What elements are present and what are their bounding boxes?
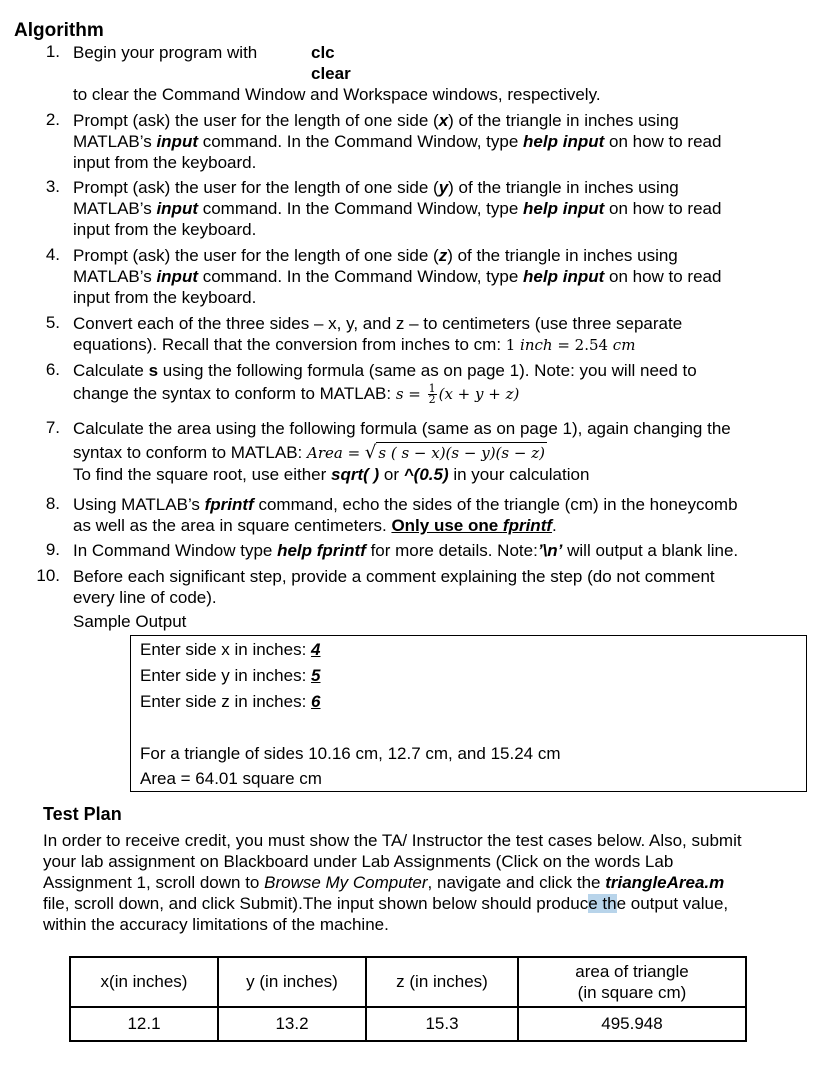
step-number: 6. [45,360,60,379]
test-plan-paragraph: In order to receive credit, you must show the TA/ Instructor the test cases below. Also, submit your lab assignment on Blackboard under Lab Assignments (Click on the words Lab Assignment 1, scroll down to Browse My Computer, navigate and click the triangleArea.m file, scroll down, and click Submit).The input shown below should produce the output value, within the accuracy limitations of the machine. [43,831,742,934]
step-text: to clear the Command Window and Workspace windows, respectively. [73,85,601,104]
step-number: 7. [45,418,60,437]
cell-x: 12.1 [70,1007,218,1041]
sample-output-box [130,635,807,792]
step-number: 9. [45,540,60,559]
cell-area: 495.948 [518,1007,746,1041]
step-number: 2. [45,110,60,129]
sample-result-sides: For a triangle of sides 10.16 cm, 12.7 cm, and 15.24 cm [140,744,561,763]
text-selection-highlight: e th [588,894,617,913]
sample-line-z: Enter side z in inches: 6 [140,692,321,711]
header-y: y (in inches) [218,957,366,1007]
cell-z: 15.3 [366,1007,518,1041]
fraction-one-half: $\frac{1}{2}$ [428,382,436,407]
code-clear: clear [311,64,351,83]
sample-result-area: Area = 64.01 square cm [140,769,322,788]
step-number: 4. [45,245,60,264]
sample-line-x: Enter side x in inches: 4 [140,640,321,659]
table-row [70,1007,746,1041]
header-x: x(in inches) [70,957,218,1007]
test-cases-table [69,956,747,1042]
header-area: area of triangle (in square cm) [518,957,746,1007]
algorithm-heading: Algorithm [14,20,104,41]
table-header-row [70,957,746,1007]
cell-y: 13.2 [218,1007,366,1041]
sqrt-symbol: √ [364,442,377,463]
step-number: 10. [36,566,60,585]
test-plan-heading: Test Plan [43,804,122,824]
step-number: 1. [45,42,60,61]
step-number: 8. [45,494,60,513]
step-text: Begin your program with [73,43,258,62]
step-number: 5. [45,313,60,332]
code-clc: clc [311,43,335,62]
sample-output-label: Sample Output [73,612,187,631]
header-z: z (in inches) [366,957,518,1007]
document-page: Algorithm 1. Begin your program with clc clear to clear the Command Window and Workspace windows, respectively. 2. Prompt (ask) the user for the length of one side (x) of the triangle in inches using MATLAB’s input command. In the Command Window, type help input on how to read input from the keyboard. 3. Prompt (ask) the user for the length of one side (y) of the triangle in inches using MATLAB’s input command. In the Command Window, type help input on how to read input from the keyboard. 4. Prompt (ask) the user for the length of one side (z) of the triangle in inches using MATLAB’s input command. In the Command Window, type help input on how to read input from the keyboard. 5. Convert each of the three sides – x, y, and z – to centimeters (use three separate equations). Recall that the conversion from inches to cm: 1 inch = 2.54 cm 6. Calculate s using the following formula (same as on page 1). Note: you will need to change the syntax to conform to MATLAB: s = $\frac{1}{2}$ (x + y + z) 7. Calculate the area using the following formula (same as on page 1), again changing the syntax to conform to MATLAB: Area = √ s ( s − x)(s − y)(s − z) To find the square root, use either sqrt( ) or ^(0.5) in your calculation 8. Using MATLAB’s fprintf command, echo the sides of the triangle (cm) in the honeycomb as well as the area in square centimeters. Only use one fprintf. 9. In Command Window type help fprintf for more details. Note:’\n’ will output a blank line. 10. Before each significant step, provide a comment explaining the step (do not comment every line of code). Sample Output Enter side x in inches: 4 Enter side y in inches: 5 Enter side z in inches: 6 For a triangle of sides 10.16 cm, 12.7 cm, and 15.24 cm Area = 64.01 square cm Test Plan In order to receive credit, you must show the TA/ Instructor the test cases below. Also, submit your lab assignment on Blackboard under Lab Assignments (Click on the words Lab Assignment 1, scroll down to Browse My Computer, navigate and click the triangleArea.m file, scroll down, and click Submit).The input shown below should produce the output value, within the accuracy limitations of the machine. x(in inches) y (in inches) z (in inches) area of triangle (in square cm) 12.1 13.2 15.3 495.948 [0,0,840,1072]
sample-line-y: Enter side y in inches: 5 [140,666,321,685]
step-number: 3. [45,177,60,196]
